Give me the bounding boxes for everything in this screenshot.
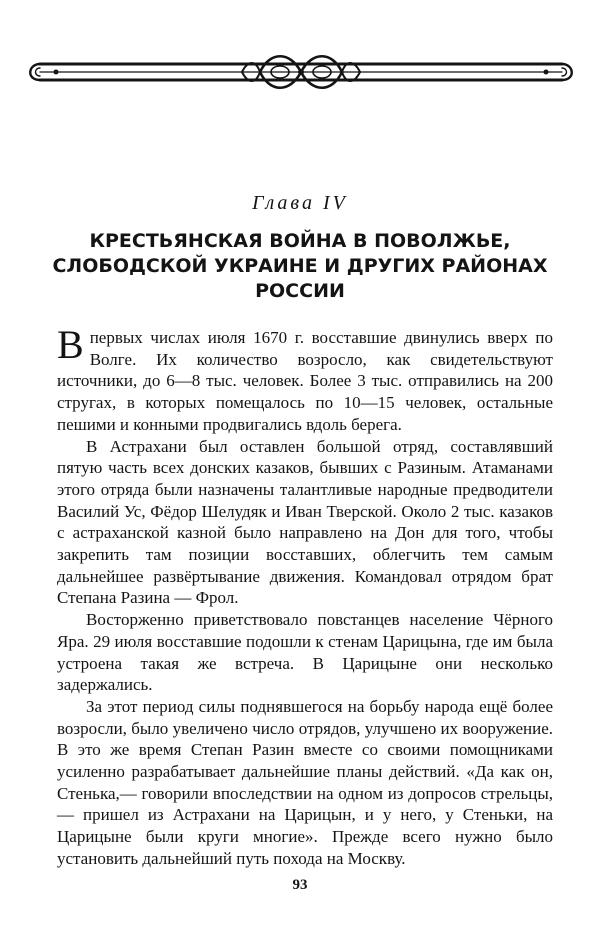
chapter-title: [40, 229, 560, 304]
page-number: 93: [292, 877, 308, 893]
chapter-title-line: КРЕСТЬЯНСКАЯ ВОЙНА В ПОВОЛЖЬЕ,: [89, 230, 511, 252]
drop-cap: В: [57, 322, 84, 367]
paragraph-4: За этот период силы поднявшегося на борьбу народа ещё более возросли, было увеличено число отрядов, улучшено их вооружение. В это же время Степан Разин вместе со своими помощниками усиленно разрабатывает дальнейшие планы действий. «Да как он, Стенька,— говорили впоследствии на одном из допросов стрельцы,— пришел из Астрахани на Царицын, и у него, у Стеньки, на Царицыне были круги многие». Прежде всего нужно было установить дальнейший путь похода на Москву.: [57, 696, 553, 868]
paragraph-1: [57, 322, 553, 436]
decorative-header-ornament: [20, 47, 582, 97]
paragraph-3: Восторженно приветствовало повстанцев население Чёрного Яра. 29 июля восставшие подошли к стенам Царицына, где им была устроена такая же встреча. В Царицыне они несколько задержались.: [57, 610, 553, 695]
paragraph-2: В Астрахани был оставлен большой отряд, составлявший пятую часть всех донских казаков, бывших с Разиным. Атаманами этого отряда были назначены талантливые народные предводители Василий Ус, Фёдор Шелудяк и Иван Тверской. Около 2 тыс. казаков с астраханской казной было направлено на Дон для того, чтобы закрепить там позиции восставших, облегчить тем самым дальнейшее развёртывание движения. Командовал отрядом брат Степана Разина — Фрол.: [57, 436, 553, 608]
paragraph-text: первых числах июля 1670 г. восставшие двинулись вверх по Волге. Их количество возросло, как свидетельствуют источники, до 6—8 тыс. человек. Более 3 тыс. отправились на 200 стругах, в которых помещалось по 10—15 человек, остальные пешими и конными продвигались вдоль берега.: [57, 328, 553, 434]
chapter-heading: Глава IV: [252, 192, 348, 214]
chapter-title-line: СЛОБОДСКОЙ УКРАИНЕ И ДРУГИХ РАЙОНАХ: [52, 255, 548, 277]
body-text: [57, 322, 553, 870]
chapter-title-line: РОССИИ: [255, 280, 345, 302]
